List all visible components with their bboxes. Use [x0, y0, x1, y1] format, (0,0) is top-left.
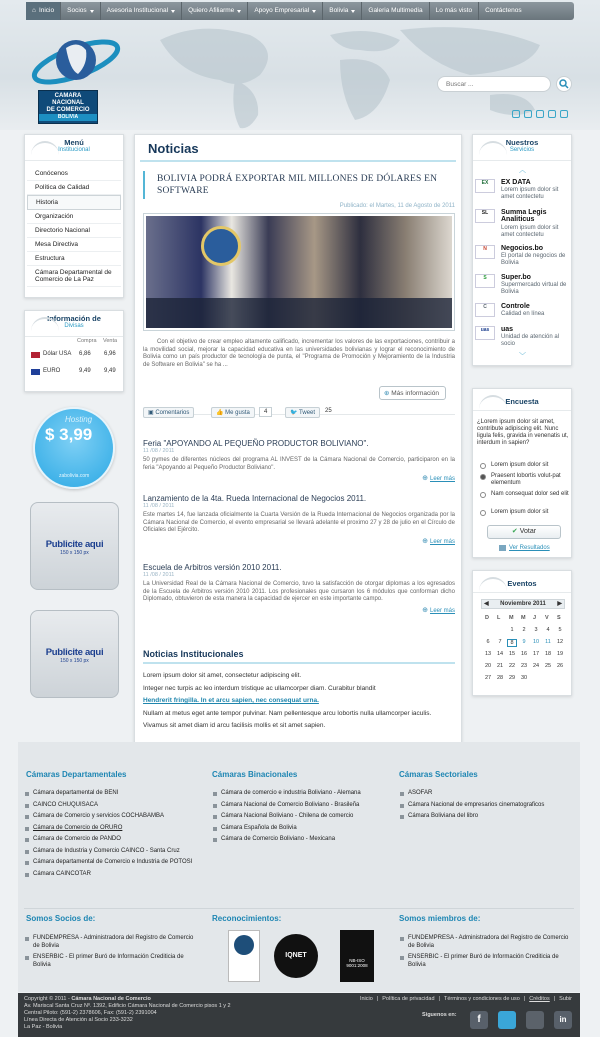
flag-icon: [31, 369, 40, 375]
weekday-label: V: [545, 615, 549, 621]
socios-title: Somos Socios de:: [26, 914, 96, 923]
news-title[interactable]: Escuela de Arbitros versión 2010 2011.: [143, 563, 282, 572]
nav-item[interactable]: [248, 2, 323, 20]
like-count: 4: [259, 407, 272, 417]
menu-item[interactable]: Organización: [27, 210, 121, 224]
separator: |: [553, 996, 556, 1002]
lead-story: [143, 171, 455, 369]
news-body: 50 pymes de diferentes núcleos del programa AL INVEST de la Cámara Nacional de Comercio, participaron en la feria "Apoyando al Pequeño Productor Boliviano".: [143, 457, 455, 471]
menu-title: Menú: [64, 138, 84, 147]
calendar-day[interactable]: 6: [486, 639, 490, 645]
col-buy: Compra: [77, 338, 97, 344]
calendar-day[interactable]: 16: [520, 651, 528, 657]
footer-link[interactable]: FUNDEMPRESA - Administradora del Registro de Comercio de Bolivia: [399, 935, 569, 950]
currency-box: [24, 310, 124, 392]
menu-item[interactable]: Cámara Departamental de Comercio de La Paz: [27, 266, 121, 287]
lead-date: Publicado: el Martes, 11 de Agosto de 2011: [339, 203, 455, 209]
footer-link[interactable]: Cámara de Industria y Comercio CAINCO - Santa Cruz: [24, 848, 196, 856]
footer-link[interactable]: Cámara de comercio e industria Boliviano - Alemana: [212, 790, 384, 798]
bottom-link[interactable]: Términos y condiciones de uso: [443, 996, 520, 1002]
services-subtitle: Servicios: [509, 147, 535, 153]
bottom-bar: [18, 993, 580, 1037]
institutional-news: [143, 649, 455, 733]
nav-label: Quiero Afiliarme: [188, 7, 235, 14]
service-item[interactable]: [475, 179, 571, 209]
footer-link[interactable]: CAINCO CHUQUISACA: [24, 802, 196, 810]
caret-down-icon: [351, 10, 355, 13]
read-more-link[interactable]: [143, 474, 455, 482]
footer: [18, 742, 580, 992]
globe-logo-icon: [28, 30, 128, 92]
ad-title: Publicite aqui: [45, 647, 104, 658]
miembros-list: [399, 935, 569, 973]
poll-title: Encuesta: [505, 397, 539, 406]
poll-option-label: Lorem ipsum dolor sit: [491, 509, 549, 515]
linkedin-icon[interactable]: in: [554, 1011, 572, 1029]
inst-line: Lorem ipsum dolor sit amet, consectetur adipiscing elit.: [143, 672, 302, 679]
read-more-link[interactable]: [143, 537, 455, 545]
socios-list: [24, 935, 194, 973]
calendar-month: [481, 599, 565, 609]
nav-label: Lo más visto: [435, 7, 473, 14]
footer-link[interactable]: Cámara CAINCOTAR: [24, 871, 196, 879]
calendar-day[interactable]: 4: [546, 627, 550, 633]
page-title: Noticias: [140, 135, 456, 162]
iso-badge-icon: NB-ISO 9001:2008: [340, 930, 374, 982]
calendar-day[interactable]: 15: [508, 651, 516, 657]
poll-option-label: Lorem ipsum dolor sit: [491, 462, 549, 468]
caret-down-icon: [312, 10, 316, 13]
services-title: Nuestros: [505, 138, 539, 147]
events-box: [472, 570, 572, 696]
like-label: Me gusta: [225, 410, 250, 416]
copyright: Copyright © 2011 -: [24, 996, 72, 1002]
twitter-icon: 🐦: [290, 410, 300, 416]
calendar-day[interactable]: 24: [532, 663, 540, 669]
more-info-label: Más información: [391, 390, 439, 397]
news-title[interactable]: Lanzamiento de la 4ta. Rueda Internacional de Negocios 2011.: [143, 494, 367, 503]
service-desc: Lorem ipsum dolor sit amet contectetu: [501, 225, 559, 238]
news-date: 11 /08 / 2011: [143, 572, 175, 578]
service-desc: Unidad de atención al socio: [501, 334, 560, 347]
calendar-day[interactable]: 17: [532, 651, 540, 657]
ibnorca-badge-icon: [228, 930, 260, 982]
footer-link[interactable]: ENSERBIC - El primer Buró de Información Crediticia de Bolivia: [24, 954, 194, 969]
press-conference-image: [146, 216, 452, 328]
lead-photo[interactable]: [143, 213, 455, 331]
calendar-day[interactable]: 21: [496, 663, 504, 669]
footer-link[interactable]: Cámara Nacional de empresarios cinematograficos: [399, 802, 571, 810]
calendar-day[interactable]: 18: [544, 651, 552, 657]
services-box: [472, 134, 572, 366]
separator: |: [523, 996, 526, 1002]
menu-item[interactable]: Historia: [27, 195, 121, 210]
separator: |: [376, 996, 379, 1002]
comments-icon: ▣: [148, 410, 156, 416]
news-date: 11 /08 / 2011: [143, 503, 175, 509]
vote-button[interactable]: [487, 525, 561, 539]
nav-item[interactable]: [61, 2, 101, 20]
nav-item[interactable]: [479, 2, 528, 20]
services-header: [473, 135, 571, 161]
logo[interactable]: [28, 30, 128, 122]
news-item: [143, 439, 455, 482]
poll-question: ¿Lorem ipsum dolor sit amet, contribute adipiscing elit. Nunc ligula felis, gravida in venenatis ut, interdum in sapien?: [477, 419, 569, 446]
news-date: 11 /08 / 2011: [143, 448, 175, 454]
chevron-up-icon[interactable]: ︿: [519, 167, 526, 174]
currency-header: [25, 311, 123, 337]
currency-sell: 6,96: [104, 351, 116, 357]
calendar-day[interactable]: 28: [496, 675, 504, 681]
read-more-label: Leer más: [429, 476, 455, 482]
nav-label: Bolivia: [329, 7, 349, 14]
advertise-slot[interactable]: [30, 610, 119, 698]
service-desc: Lorem ipsum dolor sit amet contectetu: [501, 187, 559, 200]
facebook-icon[interactable]: f: [470, 1011, 488, 1029]
more-info-button[interactable]: [379, 386, 446, 400]
nav-label: Contáctenos: [485, 7, 522, 14]
calendar-day[interactable]: 11: [545, 639, 551, 645]
plus-icon: ⊕: [422, 475, 430, 482]
footer-col2-title: Cámaras Binacionales: [212, 770, 298, 779]
lead-body: Con el objetivo de crear empleo altamente calificado, incrementar los valores de las exportaciones, contribuir a la movilidad social, mejorar la capacidad educativa en las universidades bolivianas y lograr el reconocimiento de Bolivia como un país productor de tecnología de punta, el "Programa de Promoción y Mejoramiento de la Industria de Software en Bolivia" se ha ...: [143, 339, 455, 368]
calendar-day[interactable]: 14: [496, 651, 504, 657]
calendar-day[interactable]: 25: [544, 663, 552, 669]
vote-label: Votar: [519, 528, 537, 535]
month-label: Noviembre 2011: [500, 601, 546, 607]
menu-header: [25, 135, 123, 161]
news-body: La Universidad Real de la Cámara Nacional de Comercio, tuvo la satisfacción de otorgar diplomas a los egresados de la Escuela de Arbitros versión 2010 2011. Los profesionales que cursaron los 6 módulos que conforman dicho Diplomado, obtuvieron de esta manera la capacidad de ejercer en este importante campo.: [143, 581, 455, 602]
menu-list: [25, 161, 123, 287]
radio-button[interactable]: [480, 492, 486, 498]
events-title: Eventos: [507, 579, 537, 588]
footer-link[interactable]: Cámara de Comercio de PANDO: [24, 836, 196, 844]
currency-sell: 9,49: [104, 368, 116, 374]
calendar-day[interactable]: 10: [532, 639, 540, 645]
news-body: Este martes 14, fue lanzada oficialmente la Cuarta Versión de la Rueda Internacional de Negocios organizada por la Cámara Nacional de Comercio, el evento empresarial se llevará adelante el proximo 27 y 28 de julio en el Círculo de Oficiales del Ejército.: [143, 512, 455, 533]
footer-link[interactable]: Cámara Nacional de Comercio Boliviano - Brasileña: [212, 802, 384, 810]
footer-link[interactable]: Cámara de Comercio de ORURO: [24, 825, 196, 833]
footer-divider: [24, 908, 574, 909]
nav-label: Asesoria Institucional: [106, 7, 169, 14]
footer-col1-title: Cámaras Departamentales: [26, 770, 127, 779]
miembros-title: Somos miembros de:: [399, 914, 481, 923]
events-header: [473, 571, 571, 593]
ad-title: Publicite aqui: [45, 539, 104, 550]
youtube-icon[interactable]: [526, 1011, 544, 1029]
footer-link[interactable]: Cámara de Comercio Boliviano - Mexicana: [212, 836, 384, 844]
footer-link[interactable]: Cámara departamental de BENI: [24, 790, 196, 798]
calendar-day[interactable]: 29: [508, 675, 516, 681]
footer-link[interactable]: Cámara Española de Bolivia: [212, 825, 384, 833]
calendar-day[interactable]: 9: [522, 639, 526, 645]
menu-item[interactable]: Conócenos: [27, 167, 121, 181]
results-link[interactable]: Ver Resultados: [509, 545, 550, 551]
plus-icon: ⊕: [422, 537, 430, 545]
read-more-link[interactable]: [143, 606, 455, 614]
nav-label: Socios: [67, 7, 87, 14]
print-icon[interactable]: [524, 110, 532, 118]
nav-label: Galeria Multimedia: [368, 7, 423, 14]
calendar-day[interactable]: 30: [520, 675, 528, 681]
hosting-price: $ 3,99: [45, 425, 93, 444]
caret-down-icon: [171, 10, 175, 13]
service-name: Negocios.bo: [501, 245, 544, 252]
poll-option-label: Nam consequat dolor sed elit: [491, 491, 569, 497]
footer-col3-list: [399, 790, 571, 825]
world-map-image: [140, 20, 570, 130]
main-nav: [26, 2, 574, 20]
news-item: [143, 494, 455, 545]
service-desc: Calidad en línea: [501, 311, 545, 317]
calendar-day[interactable]: 27: [484, 675, 492, 681]
home-icon: ⌂: [32, 7, 36, 14]
hotline: Línea Directa de Atención al Socio 233-3232: [24, 1017, 133, 1023]
service-logo-icon: uas: [475, 326, 495, 340]
calendar-day[interactable]: 2: [522, 627, 526, 633]
check-icon: ✔: [511, 528, 520, 535]
service-item[interactable]: [475, 209, 571, 239]
logo-line2: DE COMERCIO: [46, 107, 90, 113]
nav-item[interactable]: [101, 2, 182, 20]
radio-button[interactable]: [480, 510, 486, 516]
bottom-link[interactable]: Subir: [559, 996, 572, 1002]
search-input[interactable]: [437, 76, 551, 92]
bottom-links: [360, 996, 572, 1002]
hosting-site: zabolivia.com: [59, 473, 90, 479]
weekday-label: D: [485, 615, 489, 621]
tweet-button[interactable]: [285, 407, 320, 418]
currency-title: Información de: [47, 314, 101, 323]
calendar-day[interactable]: 23: [520, 663, 528, 669]
radio-button[interactable]: [480, 463, 486, 469]
read-more-label: Leer más: [429, 607, 455, 614]
nav-item[interactable]: [430, 2, 480, 20]
tweet-count: 25: [325, 408, 332, 414]
bottom-link[interactable]: Créditos: [529, 996, 550, 1002]
read-more-label: Leer más: [429, 538, 455, 545]
footer-link[interactable]: Cámara Nacional Boliviano - Chilena de comercio: [212, 813, 384, 821]
recon-title: Reconocimientos:: [212, 914, 282, 923]
lead-title[interactable]: BOLIVIA PODRÁ EXPORTAR MIL MILLONES DE DÓLARES EN SOFTWARE: [143, 171, 455, 199]
poll-box: [472, 388, 572, 558]
phone: Central Piloto: (591-2) 2378606, Fax: (591-2) 2391004: [24, 1010, 157, 1016]
calendar-day[interactable]: 7: [498, 639, 502, 645]
calendar-day[interactable]: 20: [484, 663, 492, 669]
service-name: Controle: [501, 303, 530, 310]
menu-item[interactable]: Mesa Directiva: [27, 238, 121, 252]
service-logo-icon: S: [475, 274, 495, 288]
footer-link[interactable]: Cámara departamental de Comercio e Industria de POTOSI: [24, 859, 196, 867]
weekday-label: S: [557, 615, 561, 621]
chart-icon: [499, 545, 506, 551]
weekday-label: M: [509, 615, 514, 621]
calendar-day[interactable]: 3: [534, 627, 538, 633]
search-icon: [557, 77, 571, 91]
calendar-day[interactable]: 8: [507, 639, 517, 647]
footer-col3-title: Cámaras Sectoriales: [399, 770, 478, 779]
follow-label: Siguenos en:: [422, 1012, 457, 1018]
logo-line3: BOLIVIA: [39, 114, 97, 121]
like-icon: 👍: [216, 410, 226, 416]
footer-link[interactable]: FUNDEMPRESA - Administradora del Registro de Comercio de Bolivia: [24, 935, 194, 950]
poll-header: [473, 389, 571, 411]
currency-name: EURO: [43, 368, 61, 374]
menu-item[interactable]: Política de Calidad: [27, 181, 121, 195]
inst-line: Integer nec turpis ac leo interdum tristique ac ullamcorper diam. Curabitur blandit: [143, 684, 376, 692]
col-sell: Venta: [103, 338, 118, 344]
nav-item[interactable]: [323, 2, 362, 20]
footer-link[interactable]: Cámara de Comercio y servicios COCHABAMBA: [24, 813, 196, 821]
weekday-label: M: [521, 615, 526, 621]
nav-label: Apoyo Empresarial: [254, 7, 310, 14]
footer-col1-list: [24, 790, 196, 882]
currency-buy: 6,86: [79, 351, 91, 357]
menu-subtitle: Institucional: [58, 147, 90, 153]
weekday-label: L: [497, 615, 501, 621]
hosting-ad[interactable]: [33, 407, 115, 489]
service-logo-icon: SL: [475, 209, 495, 223]
menu-item[interactable]: Estructura: [27, 252, 121, 266]
footer-link[interactable]: ENSERBIC - El primer Buró de Información Crediticia de Bolivia: [399, 954, 569, 969]
currency-buy: 9,49: [79, 368, 91, 374]
calendar-day[interactable]: 13: [484, 651, 492, 657]
footer-col2-list: [212, 790, 384, 848]
calendar-day[interactable]: 5: [558, 627, 562, 633]
iqnet-badge-icon: IQNET: [274, 934, 318, 978]
currency-name: Dólar USA: [43, 351, 72, 357]
caret-down-icon: [237, 10, 241, 13]
chevron-down-icon[interactable]: ﹀: [519, 353, 526, 360]
menu-item[interactable]: Directorio Nacional: [27, 224, 121, 238]
nav-item[interactable]: [182, 2, 248, 20]
logo-text: [38, 90, 98, 124]
service-name: EX DATA: [501, 179, 531, 186]
hosting-label: Hosting: [65, 415, 93, 424]
calendar-day[interactable]: 26: [556, 663, 564, 669]
like-button[interactable]: [211, 407, 255, 418]
news-item: [143, 563, 455, 614]
inst-link[interactable]: Hendrerit fringilla. In et arcu sapien, nec consequat urna.: [143, 697, 319, 704]
flag-icon: [31, 352, 40, 358]
service-desc: El portal de negocios de Bolivia: [501, 253, 566, 266]
news-title[interactable]: Feria "APOYANDO AL PEQUEÑO PRODUCTOR BOLIVIANO".: [143, 439, 369, 448]
tweet-label: Tweet: [299, 410, 316, 416]
service-logo-icon: N: [475, 245, 495, 259]
plus-icon: ⊕: [384, 390, 392, 397]
next-month-icon[interactable]: ▶: [557, 601, 562, 607]
nav-item[interactable]: [362, 2, 429, 20]
service-logo-icon: EX: [475, 179, 495, 193]
logo-line1: CAMARA NACIONAL: [52, 93, 84, 106]
institutional-menu: [24, 134, 124, 298]
calendar-day[interactable]: 22: [508, 663, 516, 669]
nav-item[interactable]: [26, 2, 61, 20]
comments-label: Comentarios: [155, 410, 190, 416]
city: La Paz - Bolivia: [24, 1024, 63, 1030]
share-icon[interactable]: [548, 110, 556, 118]
home-icon[interactable]: [512, 110, 520, 118]
prev-month-icon[interactable]: ◀: [484, 601, 489, 607]
poll-option-label: Praesent lobortis volut-pat elementum: [491, 473, 561, 486]
calendar-day[interactable]: 19: [556, 651, 564, 657]
toolbar-icons: [512, 110, 568, 118]
service-name: Summa Legis Analiticus: [501, 209, 547, 223]
advertise-slot[interactable]: [30, 502, 119, 590]
caret-down-icon: [90, 10, 94, 13]
inst-line: Nullam at metus eget ante tempor pulvinar. Nam pellentesque arcu lobortis nulla ullamcorper iaculis.: [143, 709, 432, 717]
nav-label: Inicio: [38, 7, 55, 14]
calendar-day[interactable]: 1: [510, 627, 514, 633]
service-name: uas: [501, 326, 514, 333]
contact-info: [24, 996, 231, 1031]
service-item[interactable]: [475, 274, 571, 304]
footer-link[interactable]: ASOFAR: [399, 790, 571, 798]
ad-size: 150 x 150 px: [60, 550, 89, 556]
footer-link[interactable]: Cámara Boliviana del libro: [399, 813, 571, 821]
service-logo-icon: C: [475, 303, 495, 317]
service-name: Super.bo: [501, 274, 531, 281]
separator: |: [438, 996, 440, 1002]
news-panel: [134, 134, 462, 760]
comments-button[interactable]: [143, 407, 194, 418]
weekday-label: J: [533, 615, 537, 621]
search-button[interactable]: [556, 76, 572, 92]
sitemap-icon[interactable]: [536, 110, 544, 118]
org-name: Cámara Nacional de Comercio: [71, 996, 151, 1002]
plus-icon: ⊕: [422, 606, 430, 614]
radio-button[interactable]: [480, 474, 486, 480]
ad-size: 150 x 150 px: [60, 658, 89, 664]
mail-icon[interactable]: [560, 110, 568, 118]
service-desc: Supermercado virtual de Bolivia: [501, 282, 567, 295]
inst-line: Vivamus sit amet diam id arcu facilisis mollis et sit amet sapien.: [143, 722, 326, 729]
currency-subtitle: Divisas: [64, 323, 84, 329]
service-item[interactable]: [475, 245, 571, 275]
bottom-link[interactable]: Inicio: [359, 996, 373, 1002]
calendar-day[interactable]: 12: [556, 639, 564, 645]
twitter-icon[interactable]: [498, 1011, 516, 1029]
inst-title: Noticias Institucionales: [143, 649, 455, 664]
address: Av. Mariscal Santa Cruz Nº. 1392, Edificio Cámara Nacional de Comercio pisos 1 y 2: [24, 1003, 231, 1009]
bottom-link[interactable]: Política de privacidad: [382, 996, 435, 1002]
